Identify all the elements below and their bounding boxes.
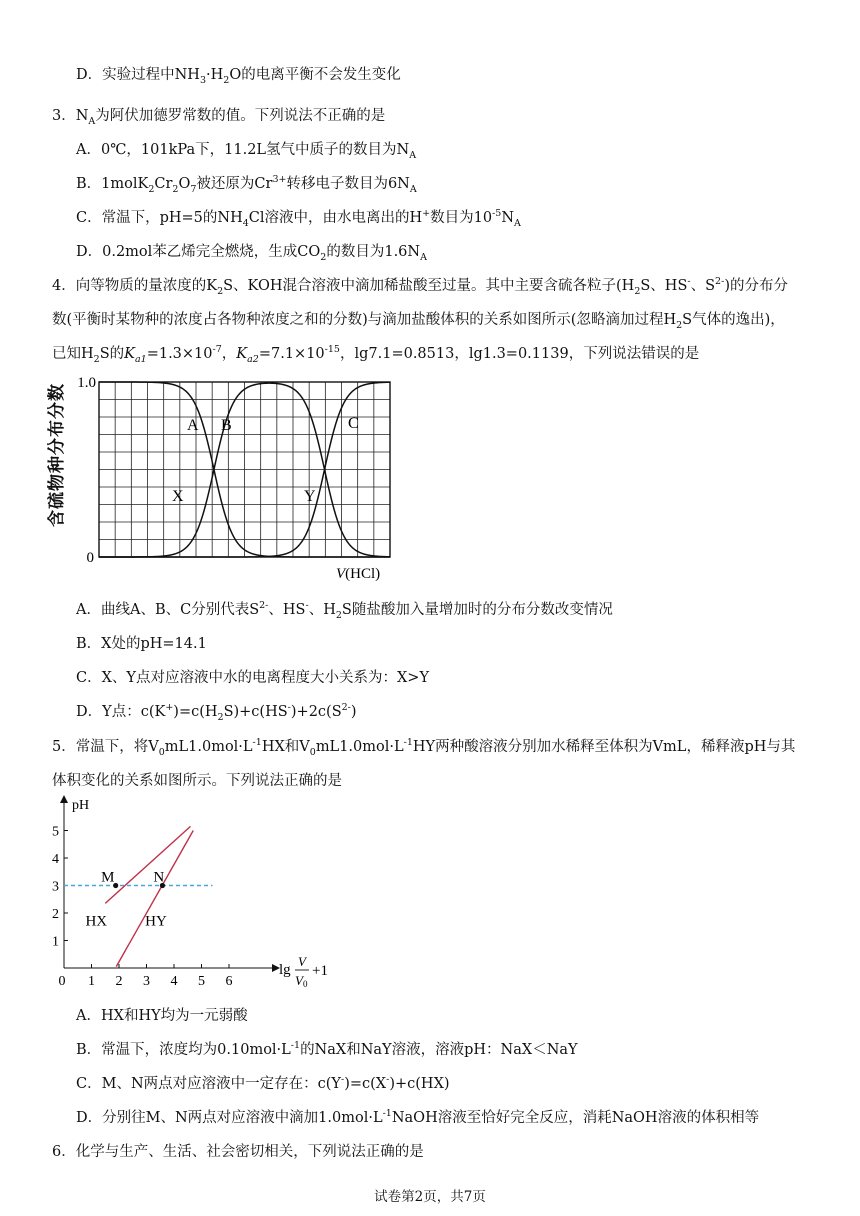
series-label-hx: HX bbox=[85, 913, 108, 930]
curve-label-c: C bbox=[348, 415, 359, 432]
q4-stem-line1: 4．向等物质的量浓度的$K_2S$、KOH混合溶液中滴加稀盐酸至过量。其中主要含硫各粒子($H_2S$、HS-、$S^{2-}$)的分布分 bbox=[52, 276, 788, 297]
y-tick-top: 1.0 bbox=[77, 375, 96, 391]
chart-grid bbox=[99, 382, 390, 557]
q4-option-b: B．X处的pH=14.1 bbox=[76, 636, 207, 652]
ticks bbox=[52, 825, 233, 990]
x-axis-label-numerator: V bbox=[298, 954, 306, 969]
q3-option-b: B．$1molK_2Cr_2O_7$被还原为$Cr^{3+}$转移电子数目为$6N_A$ bbox=[76, 174, 417, 195]
distribution-chart bbox=[54, 370, 404, 585]
x-axis-label-denominator: V0 bbox=[295, 973, 308, 989]
x-axis-label-lg: lg bbox=[279, 962, 291, 978]
y-axis-label: 含硫物种分布分数 bbox=[47, 383, 67, 527]
axes bbox=[64, 799, 276, 968]
q5-option-a: A．HX和HY均为一元弱酸 bbox=[76, 1008, 248, 1024]
q3-option-c: C．常温下，pH=5的$NH_4Cl$溶液中，由水电离出的H+数目为$10^{-5}N_A$ bbox=[76, 208, 521, 229]
x-tick-label: 0 bbox=[58, 974, 66, 989]
q4-option-c: C．X、Y点对应溶液中水的电离程度大小关系为：X>Y bbox=[76, 670, 430, 686]
y-tick-label: 3 bbox=[52, 879, 59, 895]
series-label-hy: HY bbox=[145, 913, 167, 930]
q4-stem-line2: 数(平衡时某物种的浓度占各物种浓度之和的分数)与滴加盐酸体积的关系如图所示(忽略滴加过程$H_2S$气体的逸出)， bbox=[52, 312, 785, 331]
q3-stem: 3．$N_A$为阿伏加德罗常数的值。下列说法不正确的是 bbox=[52, 108, 386, 127]
page-footer: 试卷第2页，共7页 bbox=[374, 1189, 486, 1205]
point-label-y: Y bbox=[304, 488, 316, 505]
y-tick-bottom: 0 bbox=[86, 550, 94, 566]
point-label-x: X bbox=[172, 488, 184, 505]
q3-option-a: A．0℃，101kPa下，11.2L氢气中质子的数目为$N_A$ bbox=[76, 142, 417, 161]
q2-option-d: D．实验过程中$NH_3\cdot H_2O$的电离平衡不会发生变化 bbox=[76, 67, 401, 86]
x-axis-label: V(HCl) bbox=[336, 566, 381, 582]
hy-curve bbox=[116, 831, 193, 967]
q5-option-b: B．常温下，浓度均为$0.10mol\cdot L^{-1}$的NaX和NaY溶液，溶液pH：NaX＜NaY bbox=[76, 1040, 578, 1058]
q5-option-d: D．分别往M、N两点对应溶液中滴加$1.0mol\cdot L^{-1}NaOH$溶液至恰好完全反应，消耗NaOH溶液的体积相等 bbox=[76, 1108, 760, 1126]
y-tick-label: 1 bbox=[52, 934, 59, 950]
q5-option-c: C．M、N两点对应溶液中一定存在：c(Y-)=c(X-)+c(HX) bbox=[76, 1074, 450, 1092]
x-tick-label: 6 bbox=[225, 974, 233, 989]
y-tick-label: 2 bbox=[52, 907, 59, 922]
x-tick-label: 2 bbox=[115, 974, 123, 989]
curve-label-a: A bbox=[187, 417, 199, 434]
q4-stem-line3: 已知$H_2S$的$K_{a1}=1.3\times 10^{-7}$，$K_{a2}=7.1\times 10^{-15}$，lg7.1=0.8513，lg1.3=0.1139，下列说法错误的是 bbox=[52, 344, 700, 365]
y-tick-label: 5 bbox=[52, 824, 59, 840]
y-tick-label: 4 bbox=[52, 852, 59, 867]
q6-stem: 6．化学与生产、生活、社会密切相关，下列说法正确的是 bbox=[52, 1144, 424, 1160]
point-label-m: M bbox=[101, 869, 115, 886]
x-tick-label: 3 bbox=[143, 974, 150, 989]
x-axis-label-tail: +1 bbox=[312, 963, 328, 979]
y-axis-label-ph: pH bbox=[72, 798, 90, 813]
x-tick-label: 1 bbox=[88, 974, 95, 989]
q4-option-d: D．Y点：$c(K^+)=c(H_2S)+c(HS^-)+2c(S^{2-})$ bbox=[76, 702, 357, 723]
q5-stem-line1: 5．常温下，将$V_0mL1.0mol\cdot L^{-1}HX$和$V_0mL1.0mol\cdot L^{-1}HY$两种酸溶液分别加水稀释至体积为VmL，稀释液pH与其 bbox=[52, 737, 796, 758]
x-tick-label: 4 bbox=[170, 974, 178, 989]
q3-option-d: D．0.2mol苯乙烯完全燃烧，生成$CO_2$的数目为$1.6N_A$ bbox=[76, 244, 427, 263]
point-label-n: N bbox=[153, 869, 165, 886]
ph-dilution-chart bbox=[50, 795, 350, 1000]
q4-option-a: A．曲线A、B、C分别代表$S^{2-}$、HS-、$H_2S$随盐酸加入量增加时的分布分数改变情况 bbox=[76, 600, 613, 621]
hx-curve bbox=[105, 826, 190, 903]
curve-label-b: B bbox=[221, 417, 232, 434]
x-tick-label: 5 bbox=[198, 974, 205, 989]
q5-stem-line2: 体积变化的关系如图所示。下列说法正确的是 bbox=[52, 773, 342, 789]
